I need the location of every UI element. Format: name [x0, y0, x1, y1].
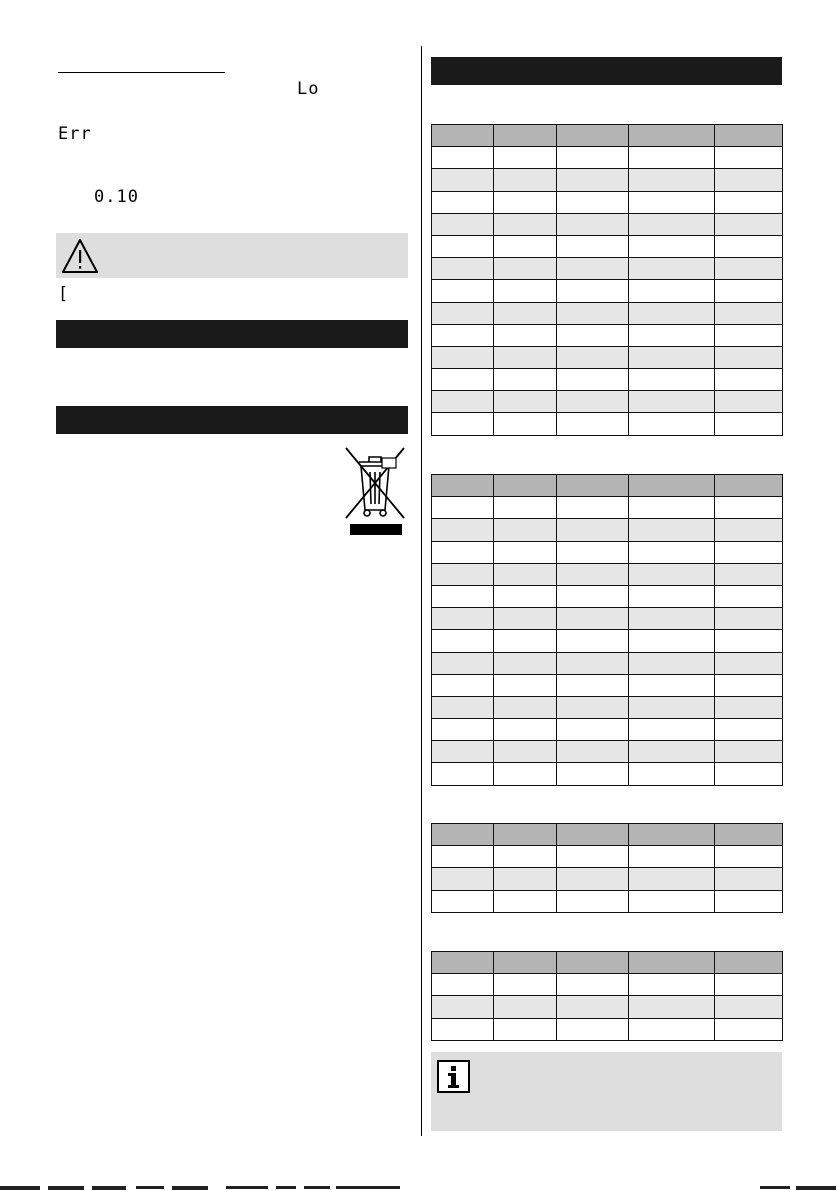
table-row [432, 280, 783, 302]
print-marks [0, 1184, 840, 1192]
heading-underline [58, 72, 225, 73]
table-row [432, 258, 783, 280]
table-row [432, 541, 783, 563]
info-icon [437, 1060, 470, 1093]
column-divider [421, 46, 422, 1136]
warning-triangle-icon [60, 237, 100, 275]
warning-panel [56, 233, 408, 278]
table-row [432, 346, 783, 368]
spec-table-4 [431, 951, 783, 1041]
table-header-row [432, 475, 783, 497]
lcd-err-symbol: Err [58, 124, 92, 144]
table-row [432, 846, 783, 868]
table-row [432, 413, 783, 435]
section-bar-1 [56, 320, 408, 348]
table-row [432, 719, 783, 741]
spec-table-3 [431, 823, 783, 913]
table-header-row [432, 125, 783, 147]
table-row [432, 563, 783, 585]
table-row [432, 519, 783, 541]
table-row [432, 497, 783, 519]
weee-bar [350, 524, 402, 535]
table-row [432, 235, 783, 257]
section-bar-2 [56, 406, 408, 434]
weee-crossed-bin-icon [342, 444, 408, 522]
section-bar-right [431, 57, 782, 85]
table-row [432, 191, 783, 213]
table-header-row [432, 824, 783, 846]
table-header-row [432, 952, 783, 974]
table-row [432, 630, 783, 652]
table-row [432, 890, 783, 912]
table-row [432, 608, 783, 630]
spec-table-2 [431, 474, 783, 786]
table-row [432, 652, 783, 674]
table-row [432, 147, 783, 169]
lcd-lo-symbol: Lo [297, 79, 320, 99]
spec-table-1 [431, 124, 783, 436]
table-row [432, 324, 783, 346]
table-row [432, 391, 783, 413]
info-panel [431, 1052, 782, 1131]
table-row [432, 674, 783, 696]
table-row [432, 302, 783, 324]
table-row [432, 996, 783, 1018]
table-row [432, 369, 783, 391]
table-row [432, 1018, 783, 1040]
table-row [432, 696, 783, 718]
table-row [432, 585, 783, 607]
table-row [432, 213, 783, 235]
table-row [432, 763, 783, 785]
table-row [432, 974, 783, 996]
table-row [432, 169, 783, 191]
table-row [432, 741, 783, 763]
lcd-value-symbol: 0.10 [94, 187, 139, 207]
lcd-bracket-symbol: [ [58, 284, 70, 304]
table-row [432, 868, 783, 890]
